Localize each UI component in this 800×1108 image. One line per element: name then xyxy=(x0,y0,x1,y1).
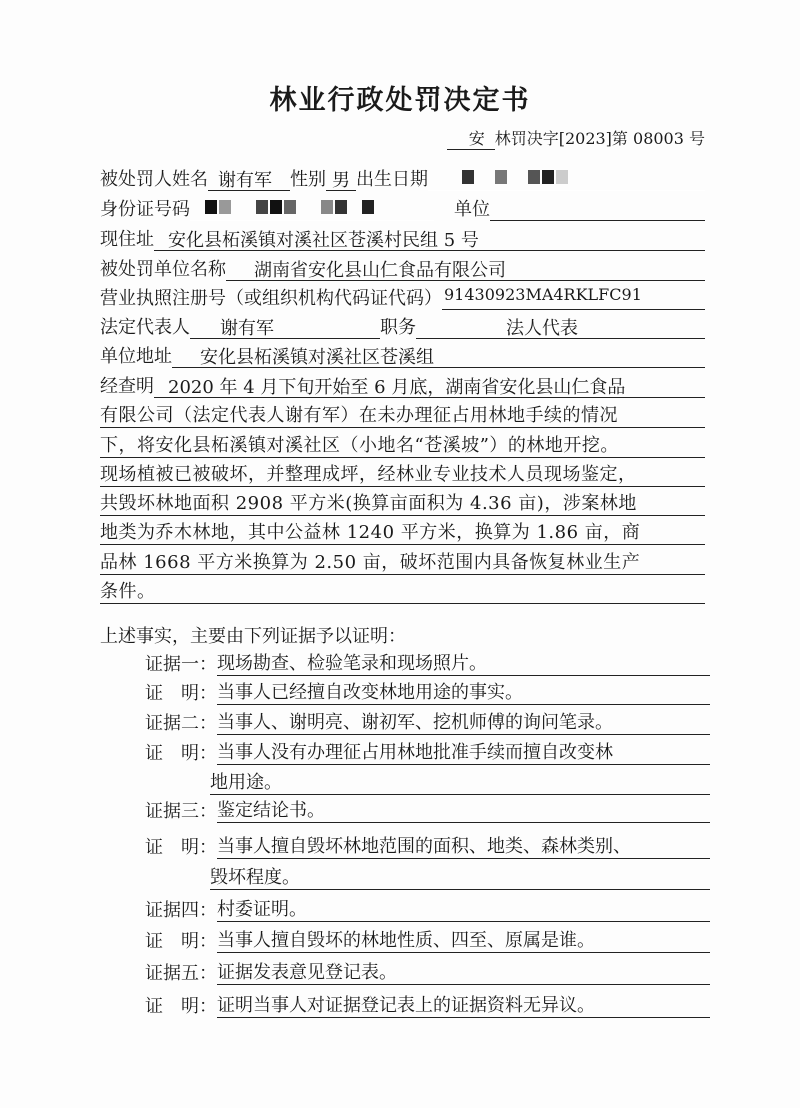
license-row xyxy=(100,284,705,310)
evidence-item xyxy=(145,959,710,985)
evidence-text: 当事人擅自毁坏的林地性质、四至、原属是谁。 xyxy=(217,926,710,953)
gender-label: 性别 xyxy=(290,169,326,190)
address-row xyxy=(100,225,705,251)
name-label: 被处罚人姓名 xyxy=(100,169,208,190)
unit-addr-row xyxy=(100,342,705,368)
evidence-item xyxy=(145,992,710,1018)
evidence-intro: 上述事实，主要由下列证据予以证明： xyxy=(100,626,406,647)
findings-line: 有限公司（法定代表人谢有军）在未办理征占用林地手续的情况 xyxy=(100,401,705,428)
name-value: 谢有军 xyxy=(208,166,290,191)
evidence-label: 证 明： xyxy=(145,837,217,858)
findings-line: 2020 年 4 月下旬开始至 6 月底，湖南省安化县山仁食品 xyxy=(154,373,705,398)
license-label: 营业执照注册号（或组织机构代码证代码） xyxy=(100,288,442,309)
document-number xyxy=(447,126,705,150)
evidence-item xyxy=(145,927,710,953)
address-label: 现住址 xyxy=(100,229,154,250)
doc-prefix: 安 xyxy=(447,126,495,150)
findings-first-line xyxy=(100,372,705,398)
id-redacted xyxy=(190,196,434,221)
findings-line: 现场植被已被破坏，并整理成坪，经林业专业技术人员现场鉴定， xyxy=(100,460,705,487)
findings-line: 条件。 xyxy=(100,577,705,604)
evidence-text: 村委证明。 xyxy=(217,895,710,922)
evidence-label: 证据三： xyxy=(145,801,217,822)
evidence-text: 证据发表意见登记表。 xyxy=(217,958,710,985)
name-row xyxy=(100,165,705,191)
evidence-text: 当事人没有办理征占用林地批准手续而擅自改变林 xyxy=(217,738,710,765)
position-label: 职务 xyxy=(380,317,416,338)
evidence-text: 当事人、谢明亮、谢初军、挖机师傅的询问笔录。 xyxy=(217,708,710,735)
evidence-label: 证据一： xyxy=(145,654,217,675)
findings-label: 经查明 xyxy=(100,376,154,397)
work-unit-value xyxy=(490,196,705,221)
unit-addr-value: 安化县柘溪镇对溪社区苍溪组 xyxy=(172,343,705,368)
evidence-text: 现场勘查、检验笔录和现场照片。 xyxy=(217,649,710,676)
id-label: 身份证号码 xyxy=(100,199,190,220)
evidence-label: 证 明： xyxy=(145,743,217,764)
rep-row xyxy=(100,313,705,339)
evidence-label: 证据五： xyxy=(145,963,217,984)
findings-line: 共毁坏林地面积 2908 平方米(换算亩面积为 4.36 亩)，涉案林地 xyxy=(100,489,705,516)
evidence-label: 证 明： xyxy=(145,683,217,704)
position-value: 法人代表 xyxy=(416,314,705,339)
rep-label: 法定代表人 xyxy=(100,317,190,338)
work-unit-label: 单位 xyxy=(454,199,490,220)
evidence-item xyxy=(145,896,710,922)
doc-number-text: 林罚决字[2023]第 08003 号 xyxy=(494,129,705,148)
address-value: 安化县柘溪镇对溪社区苍溪村民组 5 号 xyxy=(154,226,705,251)
evidence-text-cont: 地用途。 xyxy=(210,768,710,795)
rep-value: 谢有军 xyxy=(190,314,380,339)
unit-name-label: 被处罚单位名称 xyxy=(100,259,226,280)
findings-line: 地类为乔木林地，其中公益林 1240 平方米，换算为 1.86 亩，商 xyxy=(100,518,705,545)
evidence-item xyxy=(145,739,710,765)
evidence-label: 证据二： xyxy=(145,713,217,734)
unit-addr-label: 单位地址 xyxy=(100,346,172,367)
license-value: 91430923MA4RKLFC91 xyxy=(442,285,705,310)
evidence-label: 证 明： xyxy=(145,931,217,952)
unit-name-value: 湖南省安化县山仁食品有限公司 xyxy=(226,256,705,281)
evidence-item xyxy=(145,679,710,705)
evidence-item xyxy=(145,650,710,676)
evidence-item xyxy=(145,797,710,823)
evidence-label: 证 明： xyxy=(145,996,217,1017)
findings-line: 下，将安化县柘溪镇对溪社区（小地名“苍溪坡”）的林地开挖。 xyxy=(100,431,705,458)
evidence-text: 当事人已经擅自改变林地用途的事实。 xyxy=(217,678,710,705)
findings-line: 品林 1668 平方米换算为 2.50 亩，破坏范围内具备恢复林业生产 xyxy=(100,548,705,575)
birth-redacted xyxy=(428,166,705,191)
birth-label: 出生日期 xyxy=(356,169,428,190)
evidence-text: 鉴定结论书。 xyxy=(217,796,710,823)
evidence-text: 证明当事人对证据登记表上的证据资料无异议。 xyxy=(217,991,710,1018)
id-row xyxy=(100,195,705,221)
gender-value: 男 xyxy=(326,166,356,191)
evidence-label: 证据四： xyxy=(145,900,217,921)
document-title: 林业行政处罚决定书 xyxy=(269,85,531,116)
evidence-item xyxy=(145,833,710,859)
evidence-text: 当事人擅自毁坏林地范围的面积、地类、森林类别、 xyxy=(217,832,710,859)
evidence-text-cont: 毁坏程度。 xyxy=(210,863,710,890)
evidence-item xyxy=(145,709,710,735)
unit-name-row xyxy=(100,255,705,281)
